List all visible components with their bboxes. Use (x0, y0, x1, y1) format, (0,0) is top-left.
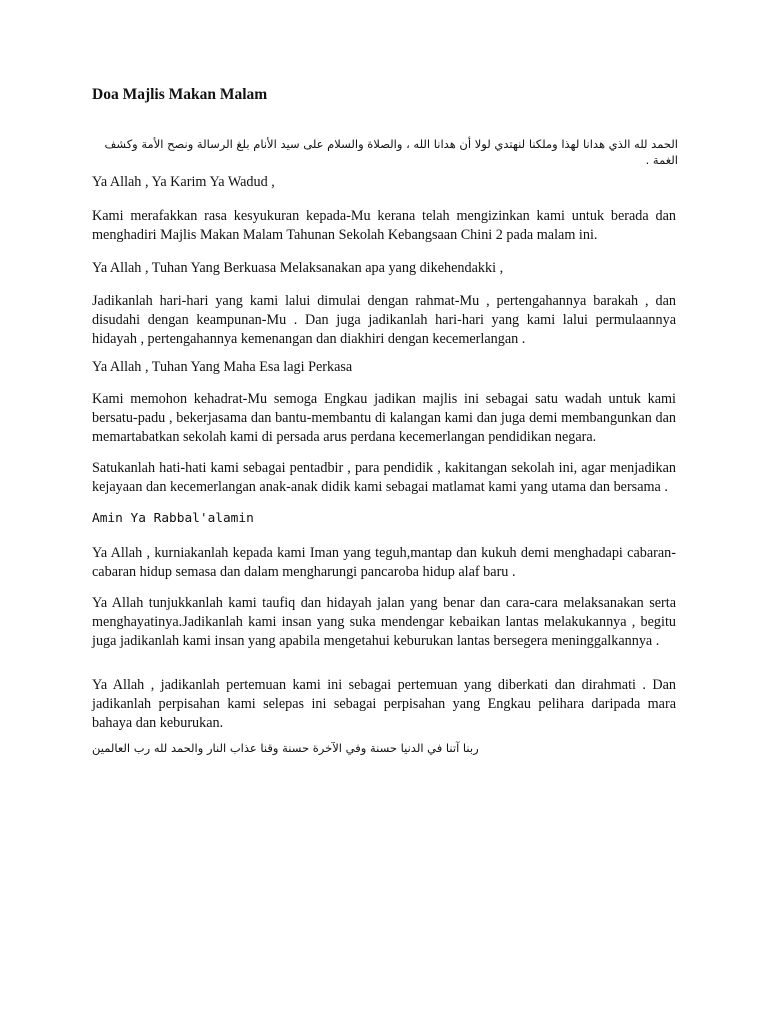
arabic-opening: الحمد لله الذي هدانا لهذا وملكنا لنهتدي لولا أن هدانا الله ، والصلاة والسلام على سيد الأنام بلغ الرسالة ونصح الأمة وكشف الغمة . (104, 137, 678, 167)
paragraph-amin: Amin Ya Rabbal'alamin (92, 511, 254, 526)
paragraph-iman: Ya Allah , kurniakanlah kepada kami Iman yang teguh,mantap dan kukuh demi menghadapi cabaran-cabaran hidup semasa dan dalam mengharungi pancaroba hidup alaf baru . (92, 545, 676, 580)
paragraph-tuhan-berkuasa: Ya Allah , Tuhan Yang Berkuasa Melaksanakan apa yang dikehendakki , (92, 260, 504, 276)
paragraph-maha-esa: Ya Allah , Tuhan Yang Maha Esa lagi Perkasa (92, 359, 353, 375)
paragraph-wadah: Kami memohon kehadrat-Mu semoga Engkau jadikan majlis ini sebagai satu wadah untuk kami bersatu-padu , bekerjasama dan bantu-membantu di kalangan kami dan juga demi membangunkan dan memartabatkan sekolah kami di persada arus perdana kecemerlangan pendidikan negara. (92, 391, 676, 445)
paragraph-kesyukuran: Kami merafakkan rasa kesyukuran kepada-Mu kerana telah mengizinkan kami untuk berada dan menghadiri Majlis Makan Malam Tahunan Sekolah Kebangsaan Chini 2 pada malam ini. (92, 208, 676, 243)
paragraph-hari-hari: Jadikanlah hari-hari yang kami lalui dimulai dengan rahmat-Mu , pertengahannya barakah , dan disudahi dengan keampunan-Mu . Dan juga jadikanlah hari-hari yang kami lalui permulaannya hidayah , pertengahannya kemenangan dan diakhiri dengan kecemerlangan . (92, 293, 676, 347)
arabic-closing: ربنا آتنا في الدنيا حسنة وفي الآخرة حسنة وقنا عذاب النار والحمد لله رب العالمين (92, 741, 479, 755)
document-title: Doa Majlis Makan Malam (92, 86, 268, 103)
paragraph-satukanlah: Satukanlah hati-hati kami sebagai pentadbir , para pendidik , kakitangan sekolah ini, agar menjadikan kejayaan dan kecemerlangan anak-anak didik kami sebagai matlamat kami yang utama dan bersama . (92, 460, 676, 495)
paragraph-taufiq-hidayah: Ya Allah tunjukkanlah kami taufiq dan hidayah jalan yang benar dan cara-cara melaksanakan serta menghayatinya.Jadikanlah kami insan yang suka mendengar kebaikan lantas melakukannya , begitu juga jadikanlah kami insan yang apabila mengetahui keburukan lantas bersegera meninggalkannya . (92, 595, 676, 649)
paragraph-ya-karim: Ya Allah , Ya Karim Ya Wadud , (92, 174, 275, 190)
paragraph-pertemuan: Ya Allah , jadikanlah pertemuan kami ini sebagai pertemuan yang diberkati dan dirahmati . Dan jadikanlah perpisahan kami selepas ini sebagai perpisahan yang Engkau pelihara daripada mara bahaya dan keburukan. (92, 677, 676, 731)
